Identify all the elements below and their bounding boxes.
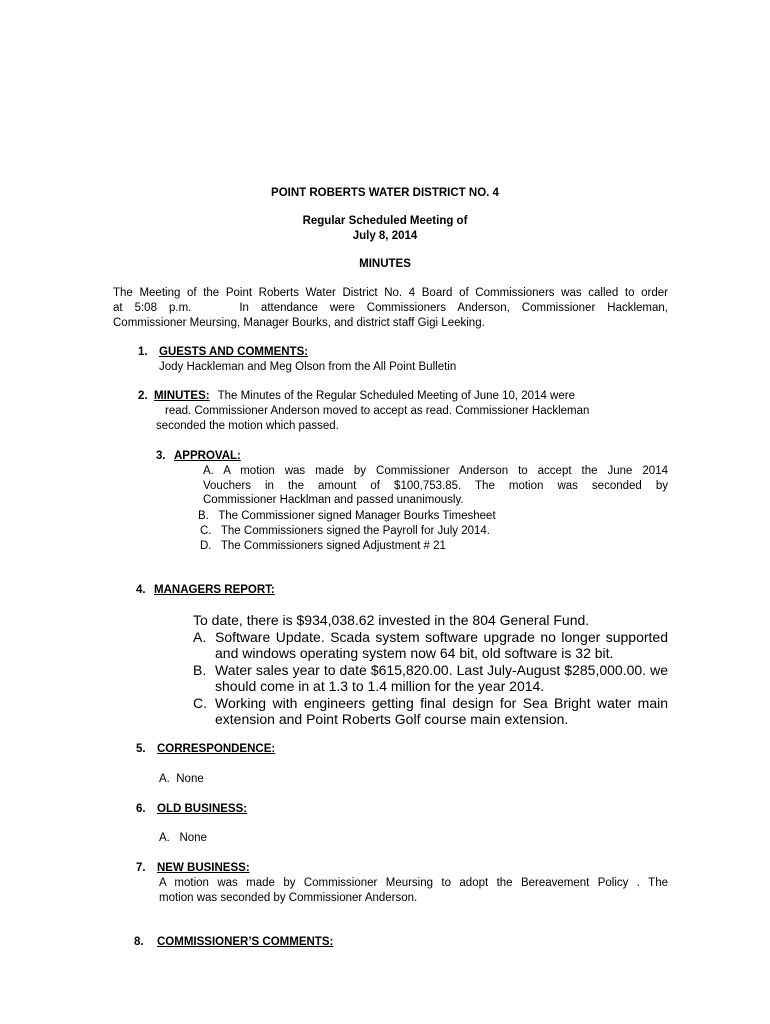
item-title: CORRESPONDENCE: [157, 743, 276, 755]
item-number: 6. [136, 803, 146, 815]
item-title: MANAGERS REPORT: [154, 584, 275, 596]
item-guests-heading [138, 345, 308, 360]
managers-c-label: C. [193, 695, 207, 711]
intro-line-2: at 5:08 p.m. In attendance were Commissioners Anderson, Commissioner Hackleman, [113, 302, 668, 314]
approval-b: B. The Commissioner signed Manager Bourks Timesheet [198, 510, 496, 522]
approval-d: D. The Commissioners signed Adjustment # 21 [200, 540, 446, 552]
approval-c: C. The Commissioners signed the Payroll for July 2014. [200, 525, 490, 537]
item-number: 5. [136, 743, 146, 755]
meeting-type: Regular Scheduled Meeting of [302, 215, 468, 227]
item-managers-heading [136, 583, 275, 598]
item-commissioners-heading [134, 935, 333, 950]
managers-a-line-1: Software Update. Scada system software upgrade no longer supported [215, 629, 668, 645]
item-title: NEW BUSINESS: [157, 862, 250, 874]
managers-intro: To date, there is $934,038.62 invested in the 804 General Fund. [193, 612, 590, 628]
managers-c-line-2: extension and Point Roberts Golf course main extension. [215, 711, 569, 727]
item-new-business-heading [136, 861, 250, 876]
managers-a-line-2: and windows operating system now 64 bit, old software is 32 bit. [215, 645, 614, 661]
item-title: COMMISSIONER’S COMMENTS: [157, 936, 334, 948]
approval-a-line-3: Commissioner Hacklman and passed unanimously. [203, 494, 464, 506]
old-business-a: A. None [159, 832, 207, 844]
minutes-line-2: read. Commissioner Anderson moved to accept as read. Commissioner Hackleman [165, 405, 590, 417]
managers-b-label: B. [193, 662, 207, 678]
intro-line-1: The Meeting of the Point Roberts Water District No. 4 Board of Commissioners was called to order [113, 287, 668, 299]
managers-c-line-1: Working with engineers getting final design for Sea Bright water main [215, 695, 668, 711]
managers-b-line-2: should come in at 1.3 to 1.4 million for the year 2014. [215, 678, 545, 694]
item-title: GUESTS AND COMMENTS: [159, 346, 309, 358]
organization-title: POINT ROBERTS WATER DISTRICT NO. 4 [271, 187, 499, 199]
item-number: 3. [156, 450, 166, 462]
approval-a-line-1: A. A motion was made by Commissioner Anderson to accept the June 2014 [203, 465, 668, 477]
correspondence-a: A. None [159, 773, 204, 785]
item-number: 8. [134, 936, 144, 948]
item-title: MINUTES: [154, 390, 210, 402]
new-business-line-1: A motion was made by Commissioner Meursing to adopt the Bereavement Policy . The [159, 877, 668, 889]
new-business-line-2: motion was seconded by Commissioner Anderson. [159, 892, 418, 904]
managers-a-label: A. [193, 629, 207, 645]
item-minutes-heading [138, 389, 575, 404]
guests-text: Jody Hackleman and Meg Olson from the All Point Bulletin [159, 361, 457, 373]
minutes-line-1: The Minutes of the Regular Scheduled Meeting of June 10, 2014 were [217, 390, 575, 402]
minutes-line-3: seconded the motion which passed. [156, 420, 339, 432]
section-heading: MINUTES [359, 258, 411, 270]
item-number: 4. [136, 584, 146, 596]
item-old-business-heading [136, 802, 247, 817]
item-number: 7. [136, 862, 146, 874]
approval-a-line-2: Vouchers in the amount of $100,753.85. The motion was seconded by [203, 480, 668, 492]
item-title: OLD BUSINESS: [157, 803, 248, 815]
item-number: 1. [138, 346, 148, 358]
intro-line-3: Commissioner Meursing, Manager Bourks, and district staff Gigi Leeking. [113, 317, 485, 329]
item-approval-heading [156, 449, 241, 464]
item-number: 2. [138, 390, 148, 402]
item-title: APPROVAL: [174, 450, 241, 462]
item-correspondence-heading [136, 742, 275, 757]
meeting-date: July 8, 2014 [352, 230, 418, 242]
managers-b-line-1: Water sales year to date $615,820.00. Last July-August $285,000.00. we [215, 662, 668, 678]
